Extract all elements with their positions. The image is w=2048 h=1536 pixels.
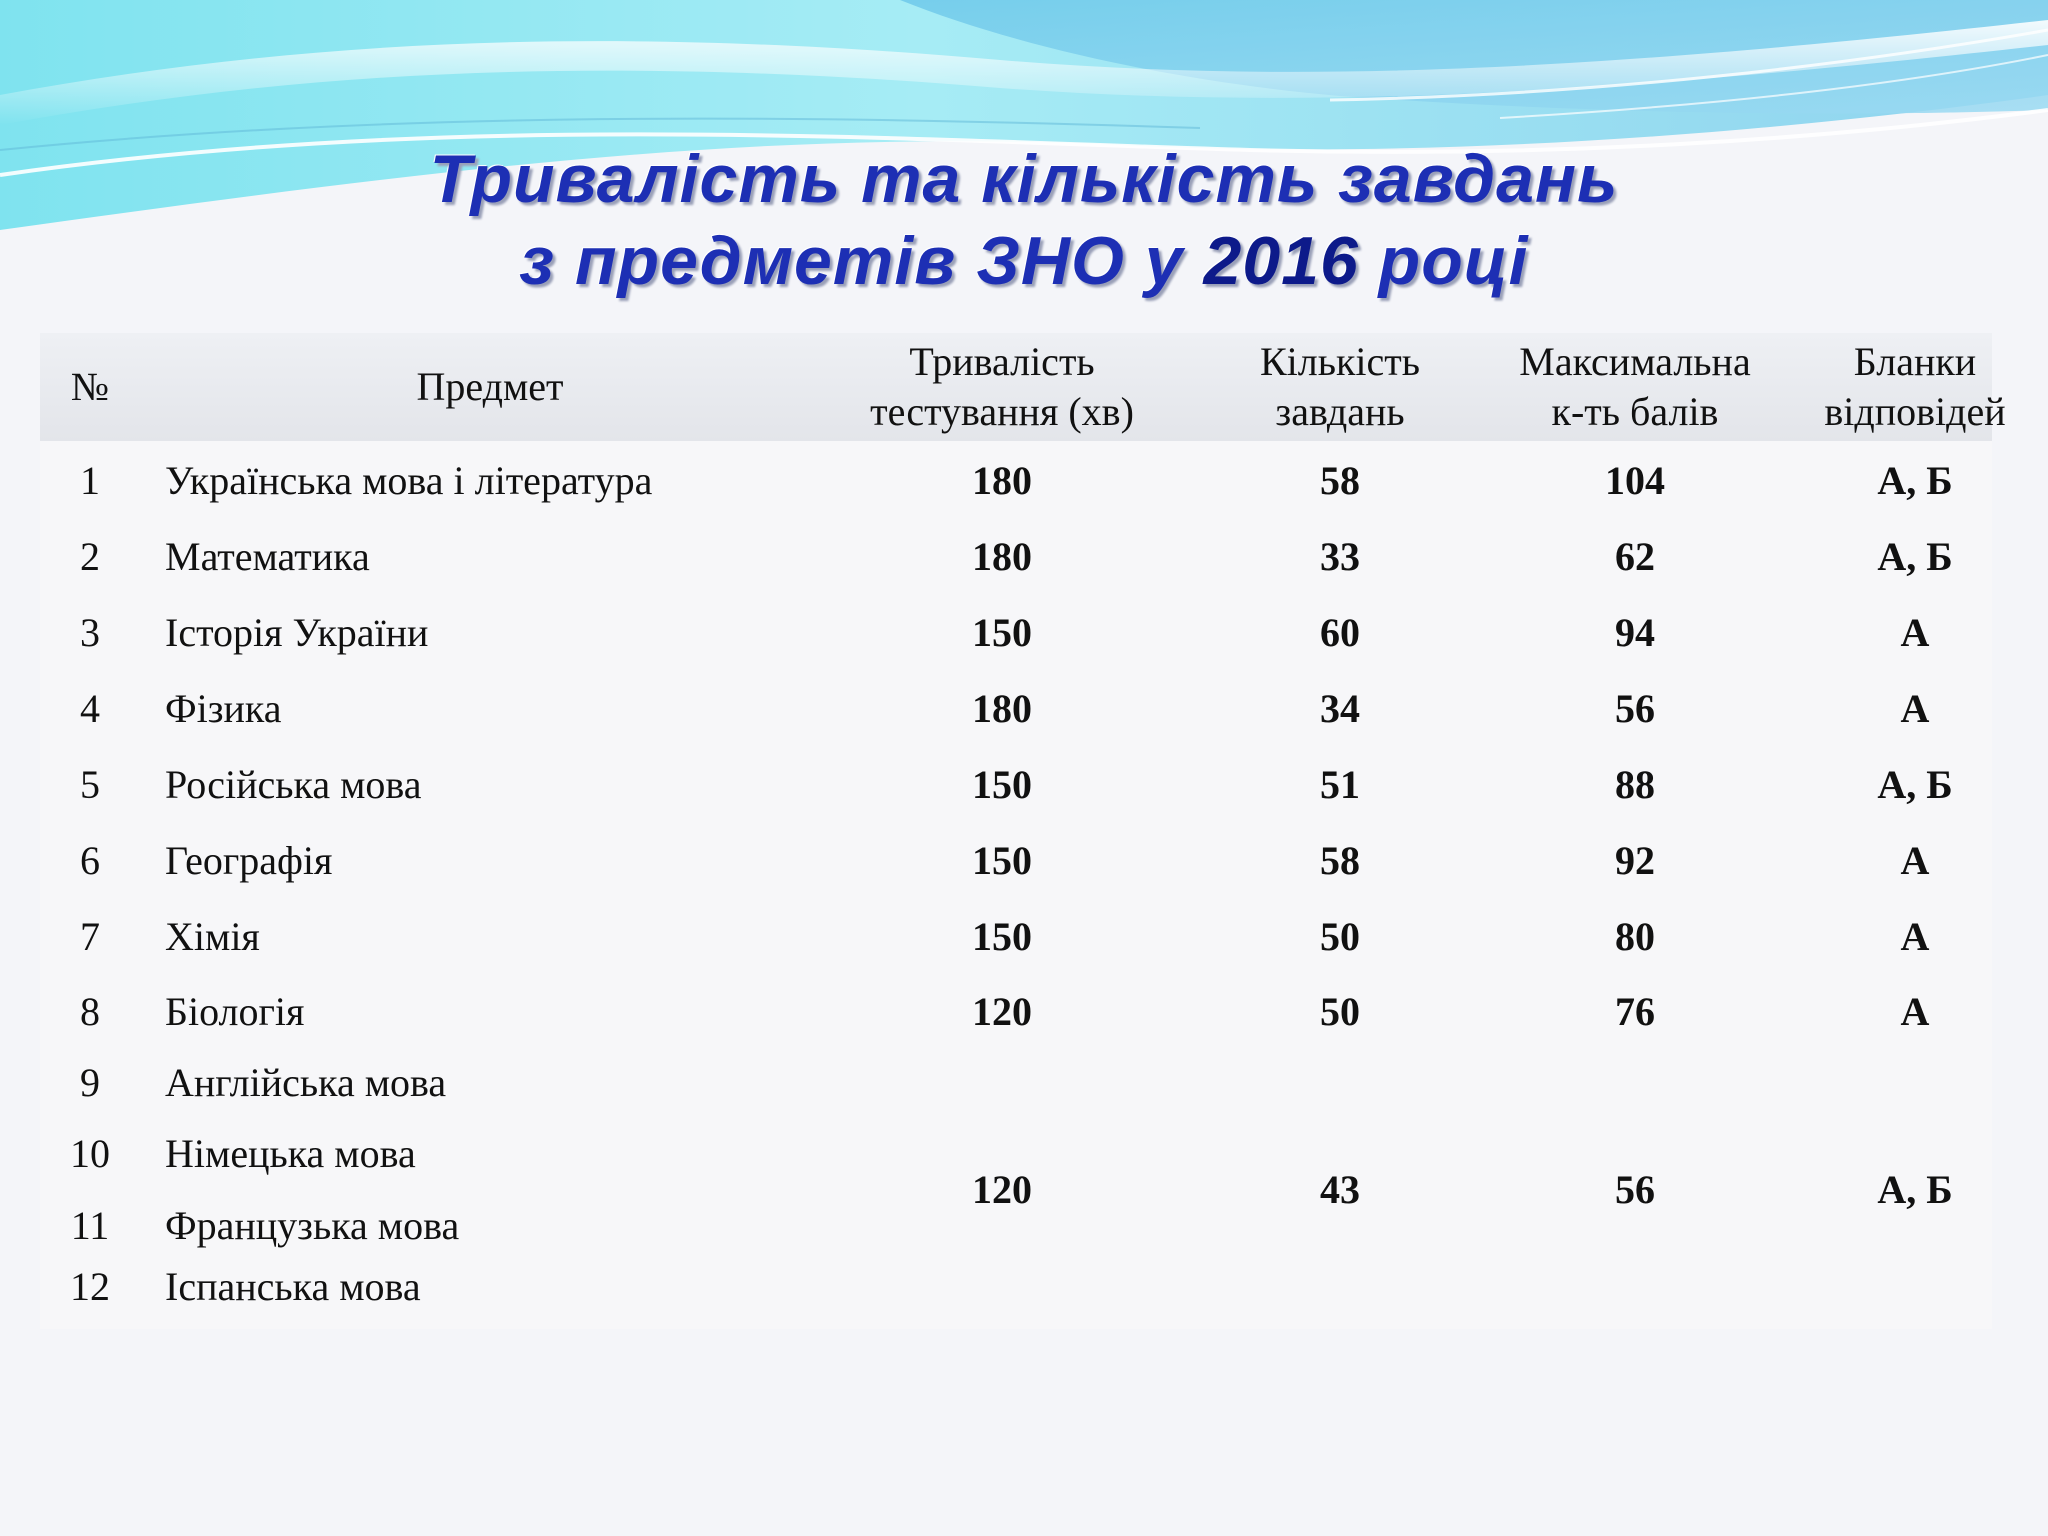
cell-tasks: 34 xyxy=(1320,686,1360,731)
cell-max-score: 104 xyxy=(1605,458,1665,503)
slide-title-line1: Тривалість та кількість завдань xyxy=(429,141,1619,217)
cell-num: 1 xyxy=(80,458,100,503)
cell-subject: Географія xyxy=(165,838,333,883)
cell-num: 12 xyxy=(70,1264,110,1309)
cell-num: 2 xyxy=(80,534,100,579)
cell-max-score: 62 xyxy=(1615,534,1655,579)
cell-num: 4 xyxy=(80,686,100,731)
cell-max-score: 56 xyxy=(1615,686,1655,731)
cell-tasks: 58 xyxy=(1320,838,1360,883)
cell-duration: 150 xyxy=(972,914,1032,959)
cell-subject: Біологія xyxy=(165,989,305,1034)
cell-num: 3 xyxy=(80,610,100,655)
cell-max-score: 76 xyxy=(1615,989,1655,1034)
cell-subject: Математика xyxy=(165,534,370,579)
merged-max-score: 56 xyxy=(1615,1167,1655,1212)
cell-subject: Іспанська мова xyxy=(165,1264,421,1309)
cell-answer-forms: А, Б xyxy=(1877,762,1953,807)
cell-subject: Українська мова і література xyxy=(165,458,653,503)
merged-tasks: 43 xyxy=(1320,1167,1360,1212)
cell-subject: Історія України xyxy=(165,610,429,655)
cell-max-score: 88 xyxy=(1615,762,1655,807)
cell-tasks: 50 xyxy=(1320,989,1360,1034)
slide-title-line2 xyxy=(0,222,2048,300)
exam-table xyxy=(40,333,2006,1329)
cell-answer-forms: А xyxy=(1900,914,1930,959)
cell-subject: Німецька мова xyxy=(165,1131,416,1176)
cell-tasks: 51 xyxy=(1320,762,1360,807)
cell-subject: Французька мова xyxy=(165,1203,460,1248)
header-tasks-line2: завдань xyxy=(1275,389,1405,434)
cell-num: 11 xyxy=(70,1203,110,1248)
header-subject: Предмет xyxy=(416,364,564,409)
merged-answer-forms: А, Б xyxy=(1877,1167,1953,1212)
cell-num: 5 xyxy=(80,762,100,807)
cell-duration: 120 xyxy=(972,989,1032,1034)
cell-num: 9 xyxy=(80,1060,100,1105)
cell-subject: Російська мова xyxy=(165,762,422,807)
cell-duration: 180 xyxy=(972,534,1032,579)
cell-max-score: 92 xyxy=(1615,838,1655,883)
header-maxscore-line2: к-ть балів xyxy=(1551,389,1719,434)
title-year: 2016 xyxy=(1203,223,1359,299)
cell-duration: 150 xyxy=(972,838,1032,883)
cell-answer-forms: А, Б xyxy=(1877,458,1953,503)
cell-num: 8 xyxy=(80,989,100,1034)
header-forms-line2: відповідей xyxy=(1824,389,2006,434)
header-tasks-line1: Кількість xyxy=(1259,339,1421,384)
cell-duration: 180 xyxy=(972,686,1032,731)
cell-duration: 180 xyxy=(972,458,1032,503)
merged-duration: 120 xyxy=(972,1167,1032,1212)
title-suffix: році xyxy=(1358,223,1529,299)
header-duration-line2: тестування (хв) xyxy=(870,389,1134,434)
cell-answer-forms: А, Б xyxy=(1877,534,1953,579)
cell-tasks: 58 xyxy=(1320,458,1360,503)
cell-duration: 150 xyxy=(972,762,1032,807)
header-num: № xyxy=(70,364,110,409)
cell-num: 6 xyxy=(80,838,100,883)
cell-tasks: 60 xyxy=(1320,610,1360,655)
cell-answer-forms: А xyxy=(1900,838,1930,883)
table-header-row xyxy=(40,333,2006,441)
cell-answer-forms: А xyxy=(1900,989,1930,1034)
cell-tasks: 33 xyxy=(1320,534,1360,579)
header-forms-line1: Бланки xyxy=(1853,339,1977,384)
cell-subject: Хімія xyxy=(165,914,260,959)
cell-answer-forms: А xyxy=(1900,686,1930,731)
cell-tasks: 50 xyxy=(1320,914,1360,959)
header-maxscore-line1: Максимальна xyxy=(1519,339,1751,384)
cell-max-score: 80 xyxy=(1615,914,1655,959)
cell-answer-forms: А xyxy=(1900,610,1930,655)
header-duration-line1: Тривалість xyxy=(909,339,1095,384)
cell-duration: 150 xyxy=(972,610,1032,655)
cell-num: 10 xyxy=(70,1131,110,1176)
cell-subject: Фізика xyxy=(165,686,282,731)
title-prefix: з предметів ЗНО у xyxy=(519,223,1204,299)
cell-subject: Англійська мова xyxy=(165,1060,447,1105)
cell-num: 7 xyxy=(80,914,100,959)
cell-max-score: 94 xyxy=(1615,610,1655,655)
